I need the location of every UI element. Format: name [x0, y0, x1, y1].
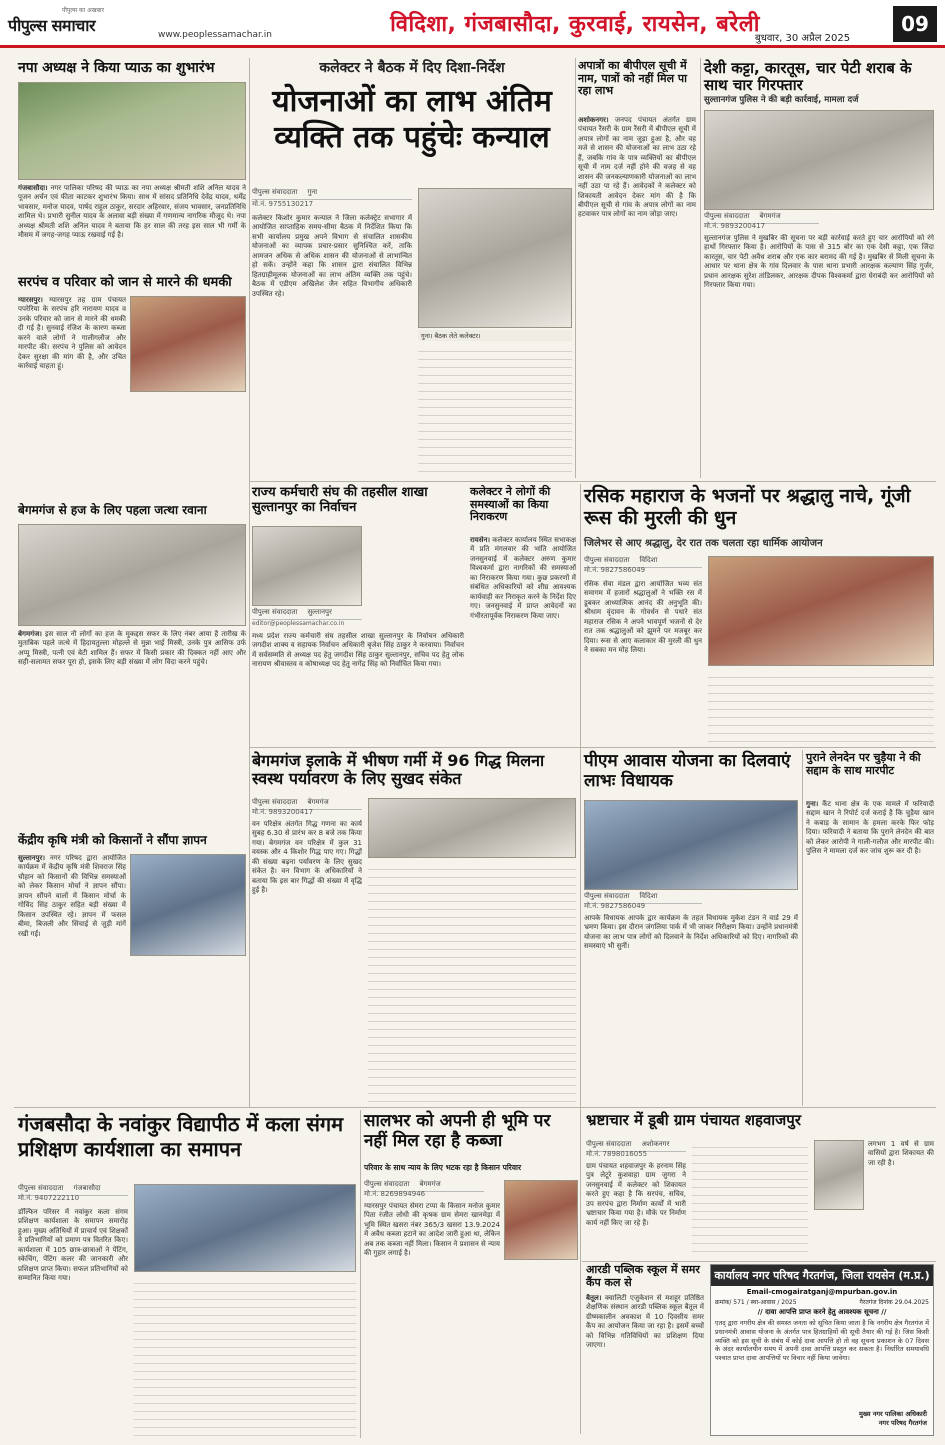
byline-sangh: [252, 608, 362, 620]
photo-caption-gram: लगभग 1 वर्ष से ग्राम वासियों द्वारा शिकायत की जा रही है।: [868, 1140, 934, 1167]
column-divider: [360, 1110, 361, 1438]
byline-city: गंजबासौदा: [73, 1184, 101, 1192]
byline-collector: [252, 188, 412, 200]
headline-haj: बेगमगंज से हज के लिए पहला जत्था रवाना: [18, 503, 207, 517]
headline-katta: देशी कट्टा, कारतूस, चार पेटी शराब के साथ चार गिरफ्तार: [704, 59, 912, 95]
notice-signatory-office: नगर परिषद गैरतगंज: [878, 1419, 927, 1427]
body-text: नगर पालिका परिषद की प्याऊ का नपा अध्यक्ष श्रीमती शशि अनिल यादव ने पूजन अर्चन एवं फीता काटकर शुभारंभ किया। साथ में सांसद प्रतिनिधि देवेंद्र यादव, धर्मेंद्र भावसार, मनोज यादव, पार्षद राहुल ठाकुर, सरदार अहिरवार, संजय भावसार, जनप्रतिनिधि शामिल थे। प्रभारी सुनील यादव के अलावा बड़ी संख्या में गणमान्य नागरिक मौजूद थे। नपा अध्यक्ष श्रीमती शशि अनिल यादव ने बताया कि हर साल की तरह इस साल भी गर्मी के मौसम में जगह-जगह प्याऊ रखवाई गई है।: [18, 184, 246, 240]
byline-mobile: मो.नं. 9827586049: [584, 566, 646, 574]
story-body-haj: [18, 630, 246, 826]
body-text: जनपद पंचायत अंतर्गत ग्राम पंचायत रैंसरी के ग्राम रैंसरी में बीपीएल सूची में अपात्र लोगों का नाम जुड़ा हुआ है, और वह मजे से शासन की योजनाओं का लाभ उठा रहे हैं, जबकि गांव के पात्र व्यक्तियों का बीपीएल सूची में नाम दर्ज नहीं होने की वजह से वह शासन की जनकल्याणकारी योजनाओं का लाभ नहीं उठा पा रहे हैं। आवेदकों ने कलेक्टर को शिकायती आवेदन देकर मांग की है कि बीपीएल सूची से गांव के अपात्र लोगों का नाम हटवाकर पात्र लोगों का नाम जोड़ा जाए।: [578, 116, 696, 219]
story-body-lendena: [806, 800, 934, 1104]
photo-sangh: [252, 526, 362, 606]
byline-city: विदिशा: [639, 556, 658, 564]
headline-lendena: पुराने लेनदेन पर चुड़ैया ने की सद्दाम के साथ मारपीट: [806, 751, 921, 777]
headline-pmawas: पीएम आवास योजना का दिलवाएं लाभः विधायक: [584, 751, 791, 791]
byline-mobile: मो.नं. 9407222110: [18, 1194, 80, 1202]
photo-caption: गुना। बैठक लेते कलेक्टर।: [418, 330, 572, 341]
headline-collector: योजनाओं का लाभ अंतिम व्यक्ति तक पहुंचेः कन्याल: [272, 84, 552, 155]
story-continuation: [418, 344, 572, 476]
story-continuation: [368, 862, 576, 1104]
notice-email[interactable]: Email-cmogairatganj@mpurban.gov.in: [746, 1288, 898, 1296]
headline-girdh: बेगमगंज इलाके में भीषण गर्मी में 96 गिद्ध मिलना स्वस्थ पर्यावरण के लिए सुखद संकेत: [252, 751, 545, 789]
story-body-katta: सुल्तानगंज पुलिस ने मुखबिर की सूचना पर बड़ी कार्रवाई करते हुए चार आरोपियों को रंगे हाथों गिरफ्तार किया है। आरोपियों के पास से 315 बोर का एक देसी कट्टा, एक जिंदा कारतूस, चार पेटी अवैध शराब और एक कार बरामद की गई है। मुखबिर से मिली सूचना के आधार पर थाना क्षेत्र के गांव दिलवार के पास थाना प्रभारी आरक्षक कल्याण सिंह गुर्जर, प्रधान आरक्षक सुरेश तांडिलकर, आरक्षक दीपक विश्वकर्मा द्वारा घेराबंदी कर आरोपियों को गिरफ्तार किया गया।: [704, 234, 934, 290]
dateline: रायसेन।: [470, 536, 491, 544]
headline-aardi: आरडी पब्लिक स्कूल में समर कैंप कल से: [586, 1263, 700, 1289]
dateline: बेगमगंज।: [18, 630, 42, 638]
story-body-aardi: [586, 1294, 704, 1436]
page-number: 09: [893, 6, 937, 42]
body-text: नगर परिषद द्वारा आयोजित कार्यक्रम में केंद्रीय कृषि मंत्री शिवराज सिंह चौहान को किसानों की विभिन्न समस्याओं को लेकर किसान मोर्चा ने ज्ञापन सौंपा। ज्ञापन सौंपने वालों में किसान मोर्चा के गोविंद सिंह ठाकुर सहित बड़ी संख्या में किसान उपस्थित रहे। ज्ञापन में फसल बीमा, बिजली और सिंचाई से जुड़ी मांगें रखी गईं।: [18, 854, 126, 938]
byline-author: पीपुल्स संवाददाता: [252, 798, 298, 806]
byline-city: अशोकनगर: [641, 1140, 670, 1148]
column-divider: [249, 58, 250, 1108]
story-continuation: [692, 1140, 808, 1258]
byline-city: विदिशा: [639, 892, 658, 900]
logo-tagline: पीपुल्स का अखबार: [61, 7, 105, 14]
logo-text: पीपुल्स समाचार: [8, 16, 95, 35]
headline-apatra: अपात्रों का बीपीएल सूची में नाम, पात्रों को नहीं मिल पा रहा लाभ: [578, 59, 687, 98]
subhead-salabhar: परिवार के साथ न्याय के लिए भटक रहा है किसान परिवार: [364, 1163, 522, 1172]
story-body-gram: ग्राम पंचायत शहवाजपुर के हरनाम सिंह पुत्र लेटूरे कुशवाहा ग्राम जुगरा ने जनसुनवाई में कलेक्टर को शिकायत करते हुए कहा है कि सरपंच, सचिव, उप सरपंच द्वारा निर्माण कार्यों में भारी भ्रष्टाचार किया गया है। मौके पर निर्माण कार्य नहीं किए जा रहे हैं।: [586, 1162, 686, 1227]
story-continuation: [708, 670, 934, 744]
issue-date: बुधवार, 30 अप्रैल 2025: [755, 33, 851, 44]
site-url[interactable]: www.peoplessamachar.in: [158, 30, 272, 40]
byline-author: पीपुल्स संवाददाता: [704, 212, 750, 220]
notice-body: एतद् द्वारा नगरीय क्षेत्र की समस्त जनता को सूचित किया जाता है कि नगरीय क्षेत्र गैरतगंज में प्रधानमंत्री आवास योजना के अंतर्गत पात्र हितग्राहियों की सूची तैयार की गई है। जिस किसी व्यक्ति को इस सूची के संबंध में कोई दावा आपत्ति हो तो वह सूचना प्रकाशन के 07 दिवस के अंदर कार्यालयीन समय में अपनी दावा आपत्ति प्रस्तुत कर सकता है। निर्धारित समयावधि पश्चात प्राप्त दावा आपत्तियों पर विचार नहीं किया जावेगा।: [715, 1319, 929, 1363]
byline-city: बेगमगंज: [759, 212, 781, 220]
headline-navankur: गंजबसौदा के नवांकुर विद्यापीठ में कला संगम प्रशिक्षण कार्यशाला का समापन: [18, 1112, 344, 1161]
dateline: गुना।: [806, 800, 819, 808]
headline-sangh: राज्य कर्मचारी संघ की तहसील शाखा सुल्तानपुर का निर्वाचन: [252, 485, 428, 515]
story-body-collector: कलेक्टर किशोर कुमार कन्याल ने जिला कलेक्ट्रेट सभागार में आयोजित साप्ताहिक समय-सीमा बैठक में निर्देशित किया कि सभी कार्यालय प्रमुख अपने विभाग से संचालित शासकीय योजनाओं का व्यापक प्रचार-प्रसार सुनिश्चित करें, ताकि आमजन अधिक से अधिक शासन की योजनाओं से लाभान्वित हो सकें। उन्होंने कहा कि शासन द्वारा संचालित विभिन्न हितग्राहीमूलक योजनाओं का लाभ अंतिम व्यक्ति तक पहुंचे। बैठक में एडीएम अखिलेश जैन सहित विभागीय अधिकारी उपस्थित रहे।: [252, 214, 412, 298]
byline-mobile: मो.नं. 9893200417: [252, 808, 314, 816]
editor-email[interactable]: editor@peoplessamachar.co.in: [252, 620, 345, 627]
story-body-apatra: [578, 116, 696, 476]
photo-salabhar: [504, 1180, 578, 1260]
notice-signatory: मुख्य नगर पालिका अधिकारी: [859, 1410, 927, 1418]
dateline: ग्यारसपुर।: [18, 296, 43, 304]
story-napa: [18, 60, 246, 76]
headline: नपा अध्यक्ष ने किया प्याऊ का शुभारंभ: [18, 60, 215, 76]
byline-mobile: मो.नं. 9755130217: [252, 200, 314, 208]
logo: [8, 6, 158, 42]
row-divider: [250, 481, 936, 482]
byline-author: पीपुल्स संवाददाता: [252, 188, 298, 196]
edition-title: विदिशा, गंजबासौदा, कुरवाई, रायसेन, बरेली: [390, 12, 760, 37]
byline-author: पीपुल्स संवाददाता: [364, 1180, 410, 1188]
column-divider: [700, 58, 701, 478]
subhead-bhajan: जिलेभर से आए श्रद्धालु, देर रात तक चलता रहा धार्मिक आयोजन: [584, 538, 823, 549]
dateline: सुल्तानपुर।: [18, 854, 46, 862]
story-body-sangh: मध्य प्रदेश राज्य कर्मचारी संघ तहसील शाखा सुल्तानपुर के निर्वाचन अधिकारी जगदीश शाक्य व सहायक निर्वाचन अधिकारी बृजेश सिंह ठाकुर ने करवाया। निर्वाचन में सर्वसम्मति से अध्यक्ष पद हेतु जगदीश सिंह ठाकुर सुल्तानपुर, सचिव पद हेतु लोक नारायण श्रीवास्तव व कोषाध्यक्ष पद हेतु नागेंद्र सिंह को निर्वाचित किया गया।: [252, 632, 464, 669]
column-divider: [802, 750, 803, 1106]
headline-salabhar: सालभर को अपनी ही भूमि पर नहीं मिल रहा है कब्जा: [364, 1111, 551, 1151]
body-text: इस साल नौ लोगों का हज के मुकद्दस सफर के लिए नंबर आया है तारीख के मुताबिक पहले जत्थे में हिदायतुल्ला मोहल्ले से मुन्ना भाई मिस्त्री, उनके पुत्र आसिफ उर्फ अप्पू मिस्त्री, पत्नी एवं बेटी शामिल हैं। सफर में किसी प्रकार की दिक्कत नहीं आए और सही-सलामत सफर पूरा हो, इसके लिए बड़ी संख्या में लोग विदा करने पहुंचे।: [18, 630, 246, 667]
byline-mobile: मो.नं. 9893200417: [704, 222, 766, 230]
photo-haj: [18, 524, 246, 626]
notice-ref: क्रमांक/ 571 / स्था-आवास / 2025: [715, 1299, 797, 1306]
story-body-krishi: [18, 854, 126, 1104]
row-divider: [14, 1107, 936, 1108]
byline-mobile: मो.नं. 7898016055: [586, 1150, 648, 1158]
notice-ref-date: गैरतगंज दिनांक 29.04.2025: [859, 1299, 929, 1306]
notice-ref-row: [711, 1296, 933, 1308]
byline-city: बेगमगंज: [419, 1180, 441, 1188]
row-divider: [250, 747, 936, 748]
story-body: [18, 184, 246, 270]
body-text: कलेक्टर कार्यालय स्थित सभाकक्ष में प्रति मंगलवार की भांति आयोजित जनसुनवाई में कलेक्टर अरुण कुमार विश्वकर्मा द्वारा नागरिकों की समस्याओं का निराकरण किया गया। कुछ प्रकरणों में संबंधित अधिकारियों को शीघ्र आवश्यक कार्यवाही कर निराकृत करने के निर्देश दिए गए। जनसुनवाई में प्राप्त आवेदनों का गंभीरतापूर्वक निराकरण किया जाए।: [470, 536, 576, 620]
masthead: [0, 0, 945, 48]
body-text: ग्यारसपुर तह ग्राम पंचायत पपरेरिया के सरपंच हरि नारायण यादव व उनके परिवार को जान से मारने की धमकी दी गई है। सुनवाई रंजिश के कारण कब्जा करने वाले लोगों ने गालीगलौज और मारपीट की। सरपंच ने पुलिस को आवेदन देकर सुरक्षा की मांग की है, और उचित कार्रवाई चाहता हूं।: [18, 296, 126, 371]
row-divider: [582, 1261, 936, 1262]
dateline: बैतूल।: [586, 1294, 602, 1302]
headline-sarpanch: सरपंच व परिवार को जान से मारने की धमकी: [18, 275, 232, 290]
kicker-collector: कलेक्टर ने बैठक में दिए दिशा-निर्देश: [319, 60, 505, 76]
photo-bhajan: [708, 556, 934, 666]
byline-city: सुल्तानपुर: [307, 608, 332, 616]
byline-author: पीपुल्स संवाददाता: [252, 608, 298, 616]
photo-navankur: [134, 1184, 356, 1272]
body-text: क्वालिटी एजुकेशन से मशहूर प्रतिष्ठित शैक्षणिक संस्थान आरडी पब्लिक स्कूल बैतूल में ग्रीष्मकालीन अवकाश में 10 दिवसीय समर कैंप का आयोजन किया जा रहा है। इसमें बच्चों को विभिन्न गतिविधियों का प्रशिक्षण दिया जाएगा।: [586, 1294, 704, 1350]
photo-napa: [18, 82, 246, 180]
public-notice: [710, 1264, 934, 1436]
byline-city: बेगमगंज: [307, 798, 329, 806]
column-divider: [580, 484, 581, 1434]
story-body-girdh: वन परिक्षेत्र अंतर्गत गिद्ध गणना का कार्य सुबह 6.30 से प्रारंभ कर 8 बजे तक किया गया। बेगमगंज वन परिक्षेत्र में कुल 31 वयस्क और 4 किशोर गिद्ध पाए गए। गिद्धों की संख्या बढ़ना पर्यावरण के लिए सुखद संकेत है। वन विभाग के अधिकारियों ने बताया कि इस बार गिद्धों की संख्या में वृद्धि हुई है।: [252, 820, 362, 895]
story-continuation: [134, 1276, 356, 1436]
story-body-pmawas: आपके विधायक आपके द्वार कार्यक्रम के तहत विधायक मुकेश टंडन ने वार्ड 29 में भ्रमण किया। इस दौरान जंगलिया पार्क में भी जाकर निरीक्षण किया। उन्होंने प्रधानमंत्री योजना का लाभ पात्र लोगों को दिलवाने के निर्देश अधिकारियों को दिए। नागरिकों की समस्याएं भी सुनीं।: [584, 914, 798, 951]
subhead-katta: सुल्तानगंज पुलिस ने की बड़ी कार्रवाई, मामला दर्ज: [704, 95, 859, 105]
column-divider: [575, 58, 576, 478]
story-body-sarpanch: [18, 296, 126, 494]
byline-author: पीपुल्स संवाददाता: [584, 556, 630, 564]
byline-mobile: मो.नं. 9827586049: [584, 902, 646, 910]
headline-gram: भ्रष्टाचार में डूबी ग्राम पंचायत शहवाजपुर: [586, 1111, 801, 1129]
story-body-navankur: डॉल्फिन परिसर में नवांकुर कला संगम प्रशिक्षण कार्यशाला के समापन समारोह हुआ। मुख्य अतिथियों में प्राचार्य एवं शिक्षकों ने प्रतिभागियों को प्रमाण पत्र वितरित किए। कार्यशाला में 105 छात्र-छात्राओं ने पेंटिंग, स्केचिंग, पेंटिंग कलर की जानकारी और प्रशिक्षण प्राप्त किया। सफल प्रतिभागियों को सम्मानित किया गया।: [18, 1208, 128, 1283]
notice-office: कार्यालय नगर परिषद गैरतगंज, जिला रायसेन (म.प्र.): [711, 1265, 933, 1286]
photo-pmawas: [584, 800, 798, 890]
notice-title: // दावा आपत्ति प्राप्त करने हेतु आवश्यक सूचना //: [757, 1308, 887, 1316]
photo-krishi: [130, 854, 246, 956]
byline-author: पीपुल्स संवाददाता: [18, 1184, 64, 1192]
byline-city: गुना: [307, 188, 318, 196]
dateline: अशोकनगर।: [578, 116, 609, 124]
dateline: गंजबासौदा।: [18, 184, 48, 192]
headline-bhajan: रसिक महाराज के भजनों पर श्रद्धालु नाचे, गूंजी रूस की मुरली की धुन: [584, 485, 911, 529]
photo-collector: [418, 188, 572, 328]
body-text: कैंट थाना क्षेत्र के एक मामले में फरियादी सद्दाम खान ने रिपोर्ट दर्ज कराई है कि चुड़ैया खान ने कबाड़ के सामान के हमला करके फिर फोड़ दिया। फरियादी ने बताया कि पुराने लेनदेन की बात को लेकर आरोपी ने गाली-गलौज और मारपीट की। पुलिस ने मामला दर्ज कर जांच शुरू कर दी है।: [806, 800, 934, 856]
story-body-bhajan: रसिक सेवा मंडल द्वारा आयोजित भव्य संत समागम में हजारों श्रद्धालुओं ने भक्ति रस में डूबकर आध्यात्मिक आनंद की अनुभूति की। श्रीधाम वृंदावन के गोवर्धन से पधारे संत महाराज रसिक ने अपने भावपूर्ण भजनों से देर रात तक श्रद्धालुओं को झूमने पर मजबूर कर दिया। रूस से आए कलाकार की मुरली की धुन ने सबका मन मोह लिया।: [584, 580, 702, 655]
byline-author: पीपुल्स संवाददाता: [586, 1140, 632, 1148]
headline-krishi: केंद्रीय कृषि मंत्री को किसानों ने सौंपा ज्ञापन: [18, 833, 207, 847]
photo-katta: [704, 110, 934, 210]
headline-samadhan: कलेक्टर ने लोगों की समस्याओं का किया निराकरण: [470, 485, 551, 524]
story-body-samadhan: [470, 536, 576, 744]
byline-mobile: मो.नं. 8269894946: [364, 1190, 426, 1198]
photo-gram: [814, 1140, 864, 1210]
photo-girdh: [368, 798, 576, 858]
byline-author: पीपुल्स संवाददाता: [584, 892, 630, 900]
photo-sarpanch: [130, 296, 246, 392]
story-body-salabhar: ग्यारसपुर पंचायत सेमरा टप्पा के किसान मनोज कुमार पिता रंजीत लोधी की कृषक ग्राम सेमरा खानमेड़ा में भूमि स्थित खसरा नंबर 365/3 खसरा 13.9.2024 में अवैध कब्जा हटाने का आदेश जारी हुआ था, लेकिन अब तक कब्जा नहीं मिला। किसान ने प्रशासन से न्याय की गुहार लगाई है।: [364, 1202, 500, 1258]
